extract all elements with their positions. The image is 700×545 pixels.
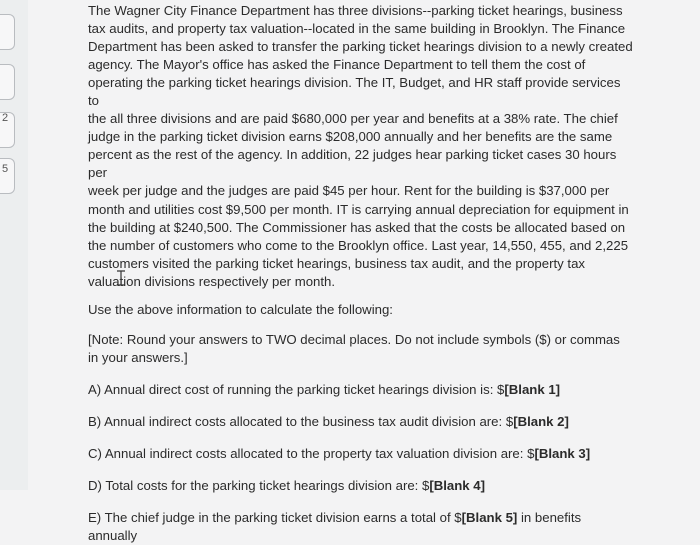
answer-prompt: B) Annual indirect costs allocated to the business tax audit division are: $ xyxy=(88,413,514,429)
paragraph-line: operating the parking ticket hearings division. The IT, Budget, and HR staff provide services to xyxy=(88,75,621,109)
question-tab[interactable] xyxy=(0,64,15,100)
question-tab[interactable] xyxy=(0,14,15,50)
blank-1-field[interactable]: [Blank 1] xyxy=(504,381,561,397)
answer-prompt: D) Total costs for the parking ticket hearings division are: $ xyxy=(88,477,430,493)
paragraph-line: Department has been asked to transfer the parking ticket hearings division to a newly created xyxy=(88,39,633,55)
paragraph-line: The Wagner City Finance Department has three divisions--parking ticket hearings, business xyxy=(88,3,623,18)
answer-prompt: E) The chief judge in the parking ticket division earns a total of $ xyxy=(88,509,462,525)
answer-item-b xyxy=(88,413,633,431)
paragraph-line: percent as the rest of the agency. In addition, 22 judges hear parking ticket cases 30 hours per xyxy=(88,147,617,181)
blank-2-field[interactable]: [Blank 2] xyxy=(513,413,569,429)
paragraph-line: customers visited the parking ticket hearings, business tax audit, and the property tax xyxy=(88,255,585,271)
paragraph-line: tax audits, and property tax valuation--located in the same building in Brooklyn. The Finance xyxy=(88,21,626,37)
paragraph-line: agency. The Mayor's office has asked the Finance Department to tell them the cost of xyxy=(88,57,586,73)
blank-5-field[interactable]: [Blank 5] xyxy=(461,509,518,525)
answer-tail: in benefits annually xyxy=(88,509,582,543)
answer-prompt: C) Annual indirect costs allocated to the property tax valuation division are: $ xyxy=(88,445,535,461)
text-cursor-icon xyxy=(116,270,126,286)
margin-number: 5 xyxy=(2,163,9,175)
margin-number: 2 xyxy=(2,112,9,124)
instruction-text: Use the above information to calculate the following: xyxy=(88,301,393,317)
paragraph-line: week per judge and the judges are paid $45 per hour. Rent for the building is $37,000 per xyxy=(88,183,610,199)
left-margin xyxy=(0,0,28,490)
paragraph-line: valuation divisions respectively per month. xyxy=(88,273,336,289)
answer-prompt: A) Annual direct cost of running the parking ticket hearings division is: $ xyxy=(88,381,505,397)
answer-item-e xyxy=(88,509,633,545)
paragraph-line: month and utilities cost $9,500 per month. IT is carrying annual depreciation for equipment in xyxy=(88,201,629,217)
answer-item-c xyxy=(88,445,633,463)
answer-item-a xyxy=(88,381,633,399)
paragraph-line: the building at $240,500. The Commissioner has asked that the costs be allocated based on xyxy=(88,219,626,235)
problem-paragraph xyxy=(88,2,633,291)
paragraph-line: judge in the parking ticket division earns $208,000 annually and her benefits are the same xyxy=(88,129,613,145)
paragraph-line: the all three divisions and are paid $680,000 per year and benefits at a 38% rate. The chief xyxy=(88,111,618,127)
blank-3-field[interactable]: [Blank 3] xyxy=(534,445,591,461)
blank-4-field[interactable]: [Blank 4] xyxy=(429,477,486,493)
answer-item-d xyxy=(88,477,633,495)
paragraph-line: the number of customers who come to the Brooklyn office. Last year, 14,550, 455, and 2,225 xyxy=(88,237,629,253)
rounding-note: [Note: Round your answers to TWO decimal places. Do not include symbols ($) or commas in your answers.] xyxy=(88,331,620,365)
question-content xyxy=(88,2,633,545)
